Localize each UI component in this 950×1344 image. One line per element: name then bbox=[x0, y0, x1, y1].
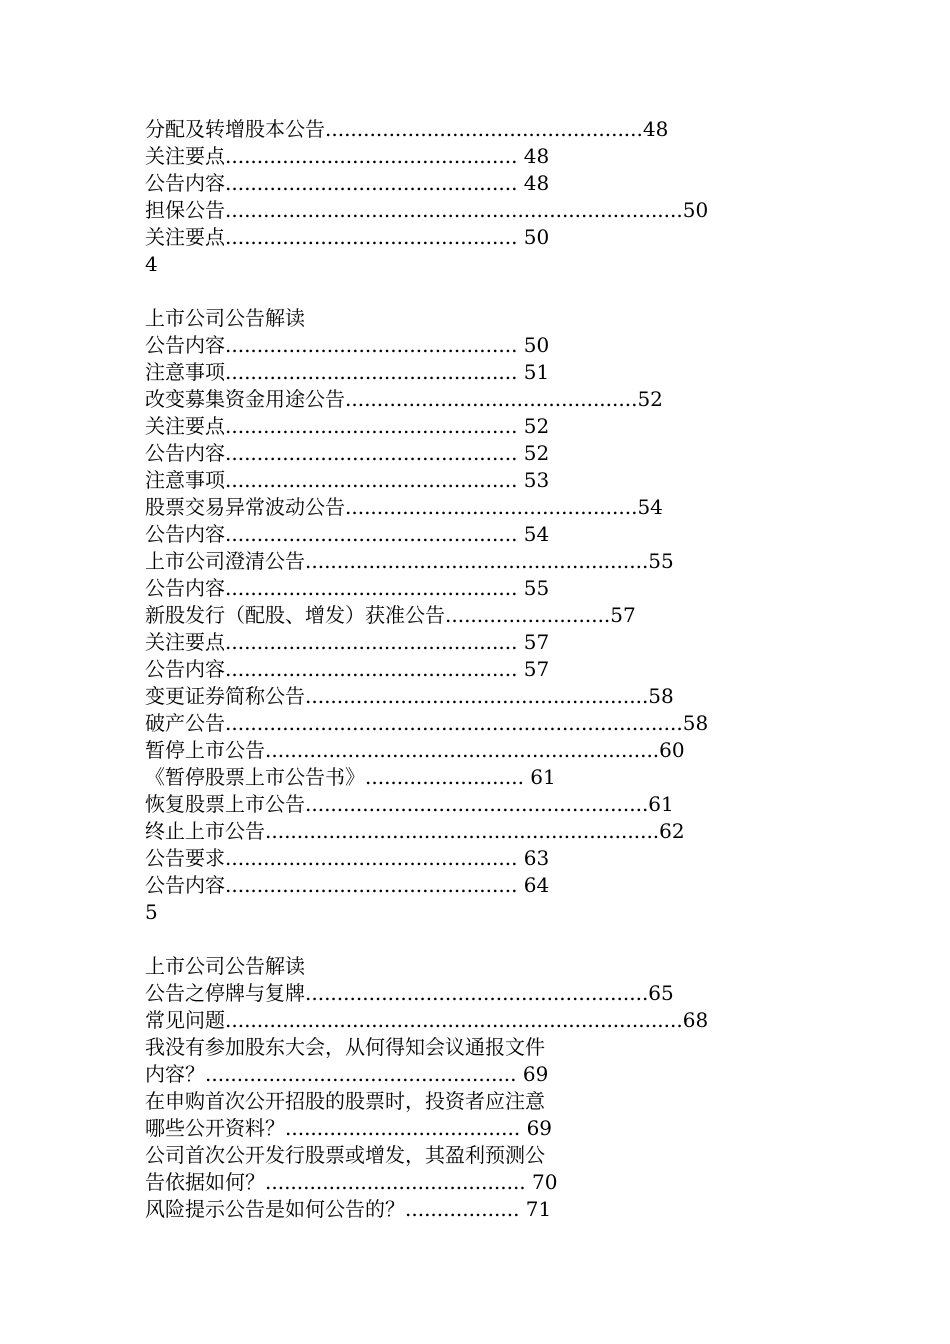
toc-entry: 风险提示公告是如何公告的？.................. 71 bbox=[145, 1197, 552, 1221]
toc-entry: 我没有参加股东大会，从何得知会议通报文件 bbox=[145, 1035, 545, 1059]
toc-entry: 《暂停股票上市公告书》......................... 61 bbox=[145, 765, 556, 789]
toc-entry: 公告内容.............................................. 52 bbox=[145, 441, 550, 465]
toc-section-b bbox=[145, 305, 709, 899]
toc-section-c bbox=[145, 953, 709, 1223]
toc-entry: 暂停上市公告..............................................................60 bbox=[145, 738, 685, 762]
toc-entry: 关注要点.............................................. 57 bbox=[145, 630, 550, 654]
toc-entry: 告依据如何？......................................... 70 bbox=[145, 1170, 558, 1194]
toc-entry: 担保公告........................................................................50 bbox=[145, 198, 709, 222]
toc-section-a bbox=[145, 116, 709, 251]
toc-entry: 公告内容.............................................. 48 bbox=[145, 171, 550, 195]
toc-entry: 哪些公开资料？..................................... 69 bbox=[145, 1116, 553, 1140]
toc-entry: 注意事项.............................................. 51 bbox=[145, 360, 550, 384]
toc-entry: 公告要求.............................................. 63 bbox=[145, 846, 550, 870]
toc-entry: 常见问题........................................................................68 bbox=[145, 1008, 709, 1032]
page-break-spacer bbox=[145, 278, 705, 305]
toc-entry: 公告内容.............................................. 50 bbox=[145, 333, 550, 357]
toc-entry: 股票交易异常波动公告..............................................54 bbox=[145, 495, 663, 519]
table-of-contents bbox=[145, 116, 709, 1223]
toc-entry: 关注要点.............................................. 52 bbox=[145, 414, 550, 438]
toc-entry: 公告内容.............................................. 55 bbox=[145, 576, 550, 600]
toc-entry: 关注要点.............................................. 50 bbox=[145, 225, 550, 249]
toc-entry: 公告内容.............................................. 57 bbox=[145, 657, 550, 681]
page-break-spacer bbox=[145, 926, 705, 953]
toc-entry: 注意事项.............................................. 53 bbox=[145, 468, 550, 492]
toc-entry: 内容？................................................. 69 bbox=[145, 1062, 549, 1086]
page-number: 4 bbox=[145, 252, 158, 276]
toc-entry: 在申购首次公开招股的股票时，投资者应注意 bbox=[145, 1089, 545, 1113]
toc-entry: 公告内容.............................................. 64 bbox=[145, 873, 550, 897]
page-number: 5 bbox=[145, 900, 158, 924]
toc-entry: 终止上市公告..............................................................62 bbox=[145, 819, 685, 843]
toc-entry: 恢复股票上市公告......................................................61 bbox=[145, 792, 674, 816]
toc-entry: 公告之停牌与复牌......................................................65 bbox=[145, 981, 674, 1005]
toc-entry: 公司首次公开发行股票或增发，其盈利预测公 bbox=[145, 1143, 545, 1167]
toc-entry: 破产公告........................................................................58 bbox=[145, 711, 709, 735]
running-header: 上市公司公告解读 bbox=[145, 306, 305, 330]
toc-entry: 变更证券简称公告......................................................58 bbox=[145, 684, 674, 708]
toc-entry: 新股发行（配股、增发）获准公告..........................57 bbox=[145, 603, 636, 627]
running-header: 上市公司公告解读 bbox=[145, 954, 305, 978]
toc-entry: 公告内容.............................................. 54 bbox=[145, 522, 550, 546]
toc-entry: 分配及转增股本公告..................................................48 bbox=[145, 117, 669, 141]
toc-entry: 改变募集资金用途公告..............................................52 bbox=[145, 387, 663, 411]
toc-entry: 上市公司澄清公告......................................................55 bbox=[145, 549, 674, 573]
toc-entry: 关注要点.............................................. 48 bbox=[145, 144, 550, 168]
